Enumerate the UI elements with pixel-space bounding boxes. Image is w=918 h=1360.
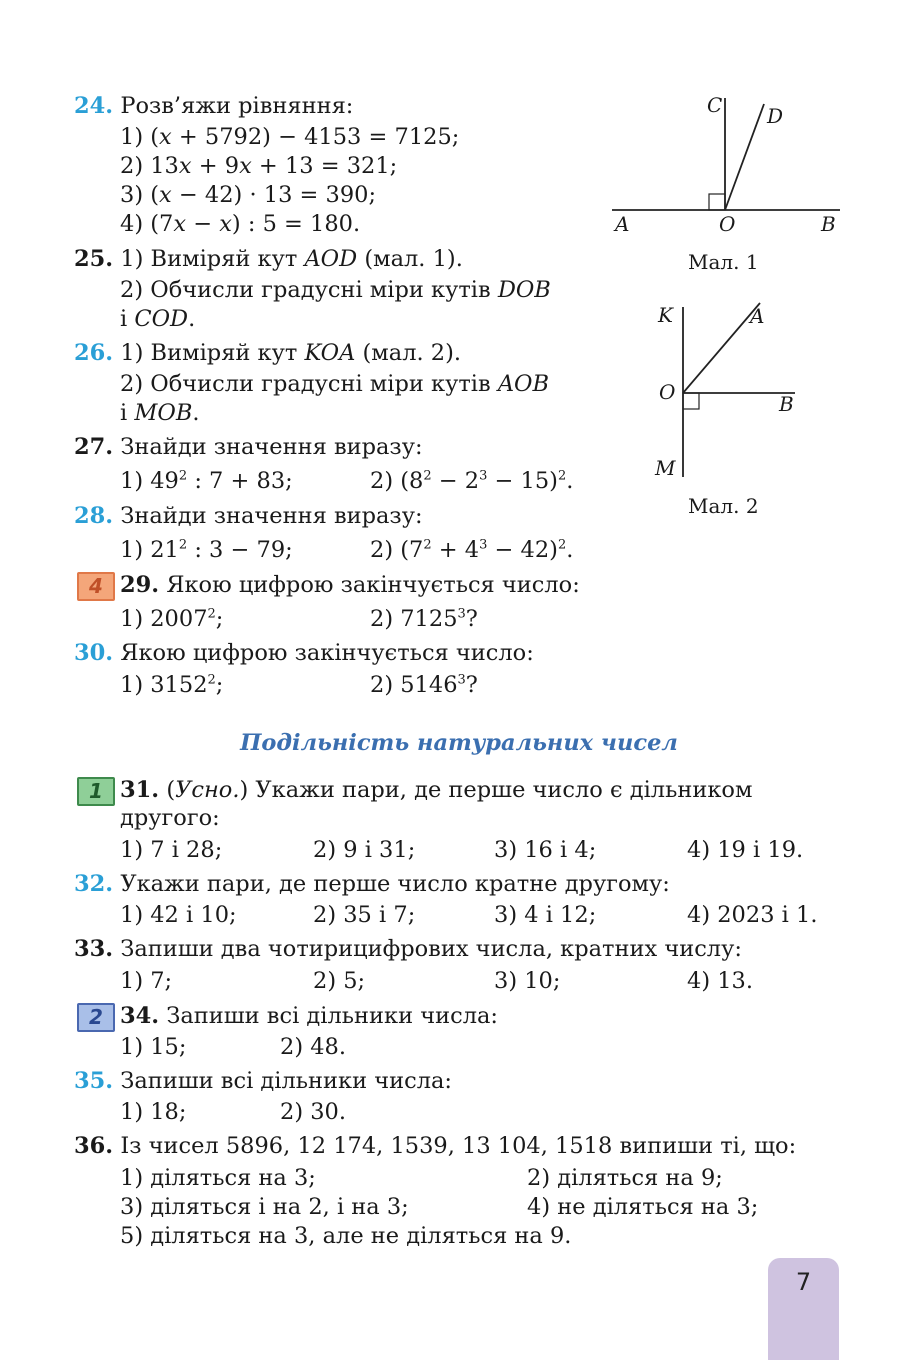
option-2: 2) $(8^2 - 2^3 - 15)^2$.	[370, 468, 574, 494]
exercise-26-line-2: 2) Обчисли градусні міри кутів AOB	[120, 371, 550, 397]
option-3: 3) діляться і на 2, і на 3;	[120, 1194, 409, 1220]
exercise-27: 27. Знайди значення виразу:	[74, 434, 423, 460]
option-2: 2) $(7^2 + 4^3 - 42)^2$.	[370, 537, 574, 563]
equation-3: 3) (x − 42) · 13 = 390;	[120, 182, 377, 208]
exercise-text: Розв’яжи рівняння:	[120, 93, 354, 119]
exercise-25: 25. 1) Виміряй кут AOD (мал. 1).	[74, 246, 463, 272]
option-1: 1) 15;	[120, 1034, 187, 1060]
exercise-number: 27.	[74, 434, 114, 460]
exercise-26-line-3: і MOB.	[120, 400, 200, 426]
exercise-number: 30.	[74, 640, 114, 666]
exercise-31-line-2: другого:	[120, 805, 220, 831]
exercise-28: 28. Знайди значення виразу:	[74, 503, 423, 529]
figure-2-caption: Мал. 2	[688, 494, 759, 518]
option-1: 1) $21^2$ : 3 − 79;	[120, 537, 293, 563]
option-2: 2) 5;	[313, 968, 366, 994]
option-1: 1) 3152$^2$;	[120, 672, 224, 698]
equation-4: 4) (7x − x) : 5 = 180.	[120, 211, 361, 237]
option-4: 4) 13.	[687, 968, 754, 994]
exercise-number: 25.	[74, 246, 114, 272]
exercise-29: 29. Якою цифрою закінчується число:	[120, 572, 580, 598]
exercise-24	[74, 91, 353, 121]
section-title: Подільність натуральних чисел	[240, 730, 678, 756]
option-1: 1) 42 і 10;	[120, 902, 237, 928]
exercise-34: 34. Запиши всі дільники числа:	[120, 1003, 498, 1029]
option-1: 1) діляться на 3;	[120, 1165, 316, 1191]
exercise-31: 31. (Усно.) Укажи пари, де перше число є дільником	[120, 777, 753, 803]
option-2: 2) діляться на 9;	[527, 1165, 723, 1191]
exercise-number: 24.	[74, 93, 114, 119]
exercise-number: 29.	[120, 572, 160, 598]
option-1: 1) 2007$^2$;	[120, 606, 224, 632]
equation-2: 2) 13x + 9x + 13 = 321;	[120, 153, 398, 179]
exercise-25-line-3: і COD.	[120, 306, 196, 332]
equation-1: 1) (x + 5792) − 4153 = 7125;	[120, 124, 460, 150]
point-o-label: O	[719, 212, 736, 236]
point-a-label: A	[615, 212, 630, 236]
exercise-36: 36. Із чисел 5896, 12 174, 1539, 13 104, 1518 випиши ті, що:	[74, 1133, 797, 1159]
exercise-26: 26. 1) Виміряй кут KOA (мал. 2).	[74, 340, 462, 366]
exercise-number: 35.	[74, 1068, 114, 1094]
option-5: 5) діляться на 3, але не діляться на 9.	[120, 1223, 572, 1249]
point-b-label: B	[779, 392, 794, 416]
exercise-25-line-2: 2) Обчисли градусні міри кутів DOB	[120, 277, 551, 303]
level-badge-2: 2	[77, 1003, 115, 1032]
point-d-label: D	[767, 104, 784, 128]
point-b-label: B	[821, 212, 836, 236]
option-1: 1) 7;	[120, 968, 173, 994]
point-o-label: O	[659, 380, 676, 404]
option-2: 2) 48.	[280, 1034, 347, 1060]
exercise-32: 32. Укажи пари, де перше число кратне другому:	[74, 871, 670, 897]
option-4: 4) 19 і 19.	[687, 837, 804, 863]
exercise-number: 34.	[120, 1003, 160, 1029]
level-badge-4: 4	[77, 572, 115, 601]
exercise-number: 32.	[74, 871, 114, 897]
point-k-label: K	[658, 303, 673, 327]
exercise-number: 26.	[74, 340, 114, 366]
option-2: 2) 35 і 7;	[313, 902, 416, 928]
exercise-number: 31.	[120, 777, 160, 803]
option-3: 3) 4 і 12;	[494, 902, 597, 928]
exercise-33: 33. Запиши два чотирицифрових числа, кратних числу:	[74, 936, 742, 962]
option-3: 3) 10;	[494, 968, 561, 994]
option-4: 4) не діляться на 3;	[527, 1194, 759, 1220]
option-1: 1) 7 і 28;	[120, 837, 223, 863]
point-a-label: A	[750, 304, 765, 328]
option-2: 2) 9 і 31;	[313, 837, 416, 863]
option-1: 1) 18;	[120, 1099, 187, 1125]
option-4: 4) 2023 і 1.	[687, 902, 818, 928]
option-1: 1) $49^2$ : 7 + 83;	[120, 468, 293, 494]
page-number: 7	[795, 1268, 812, 1296]
option-3: 3) 16 і 4;	[494, 837, 597, 863]
level-badge-1: 1	[77, 777, 115, 806]
exercise-30: 30. Якою цифрою закінчується число:	[74, 640, 534, 666]
exercise-number: 33.	[74, 936, 114, 962]
exercise-number: 36.	[74, 1133, 114, 1159]
point-m-label: M	[655, 456, 676, 480]
figure-1-caption: Мал. 1	[688, 250, 759, 274]
exercise-35: 35. Запиши всі дільники числа:	[74, 1068, 452, 1094]
option-2: 2) 7125$^3$?	[370, 606, 478, 632]
exercise-number: 28.	[74, 503, 114, 529]
option-2: 2) 30.	[280, 1099, 347, 1125]
option-2: 2) 5146$^3$?	[370, 672, 478, 698]
point-c-label: C	[707, 93, 723, 117]
